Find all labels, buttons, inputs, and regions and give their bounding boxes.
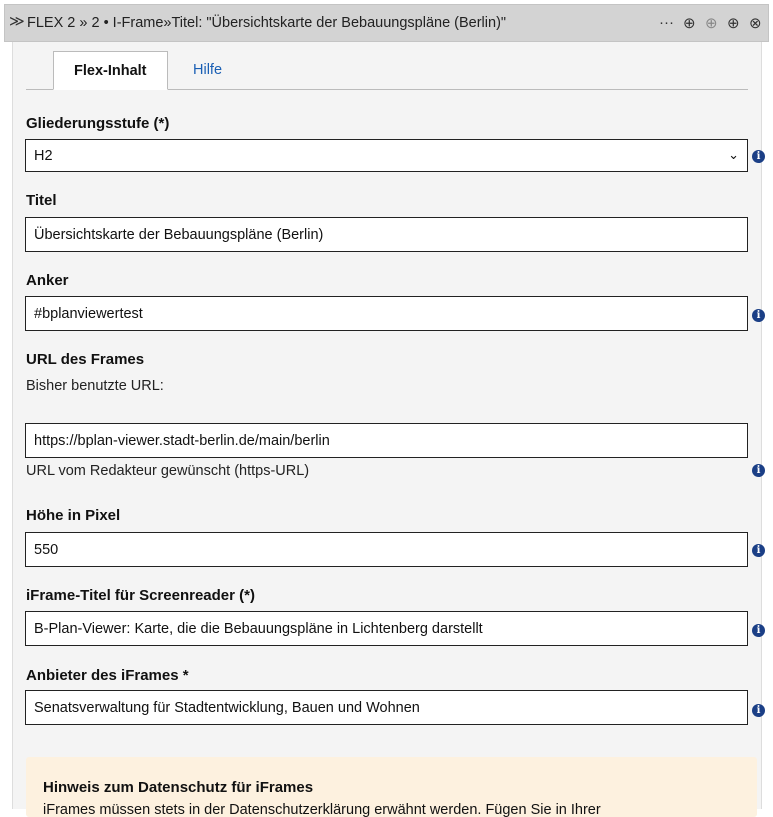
- chevron-down-icon: ⌄: [728, 147, 739, 162]
- title-input[interactable]: Übersichtskarte der Bebauungspläne (Berlin): [25, 217, 748, 252]
- more-icon[interactable]: ···: [659, 14, 674, 31]
- title-label: Titel: [26, 192, 57, 209]
- close-icon[interactable]: ⊗: [749, 15, 762, 32]
- level-select[interactable]: [25, 139, 748, 172]
- info-icon[interactable]: i: [752, 464, 765, 477]
- info-icon[interactable]: i: [752, 544, 765, 557]
- sr-title-input[interactable]: B-Plan-Viewer: Karte, die die Bebauungspläne in Lichtenberg darstellt: [25, 611, 748, 646]
- level-label: Gliederungsstufe (*): [26, 115, 170, 132]
- provider-label: Anbieter des iFrames *: [26, 667, 189, 684]
- tab-flex-inhalt[interactable]: Flex-Inhalt: [53, 51, 168, 90]
- info-icon[interactable]: i: [752, 624, 765, 637]
- anchor-label: Anker: [26, 272, 69, 289]
- height-input[interactable]: 550: [25, 532, 748, 567]
- element-header: [4, 4, 769, 42]
- privacy-note: [26, 757, 757, 817]
- add-icon[interactable]: ⊕: [727, 15, 740, 32]
- provider-input[interactable]: Senatsverwaltung für Stadtentwicklung, Bauen und Wohnen: [25, 690, 748, 725]
- level-value: H2: [34, 148, 53, 164]
- privacy-note-text: iFrames müssen stets in der Datenschutzerklärung erwähnt werden. Fügen Sie in Ihrer: [43, 802, 601, 817]
- url-hint: URL vom Redakteur gewünscht (https-URL): [26, 463, 310, 479]
- collapse-icon[interactable]: ≫: [9, 13, 25, 30]
- element-title: FLEX 2 » 2 • I-Frame»Titel: "Übersichtskarte der Bebauungspläne (Berlin)": [27, 15, 507, 31]
- sr-title-label: iFrame-Titel für Screenreader (*): [26, 587, 255, 604]
- url-input[interactable]: https://bplan-viewer.stadt-berlin.de/main/berlin: [25, 423, 748, 458]
- url-previous-label: Bisher benutzte URL:: [26, 378, 164, 394]
- info-icon[interactable]: i: [752, 150, 765, 163]
- privacy-note-title: Hinweis zum Datenschutz für iFrames: [43, 779, 314, 796]
- move-down-icon[interactable]: ⊕: [705, 15, 718, 32]
- info-icon[interactable]: i: [752, 309, 765, 322]
- height-label: Höhe in Pixel: [26, 507, 121, 524]
- info-icon[interactable]: i: [752, 704, 765, 717]
- move-up-icon[interactable]: ⊕: [683, 15, 696, 32]
- anchor-input[interactable]: #bplanviewertest: [25, 296, 748, 331]
- url-label: URL des Frames: [26, 351, 145, 368]
- tab-hilfe[interactable]: Hilfe: [193, 62, 223, 78]
